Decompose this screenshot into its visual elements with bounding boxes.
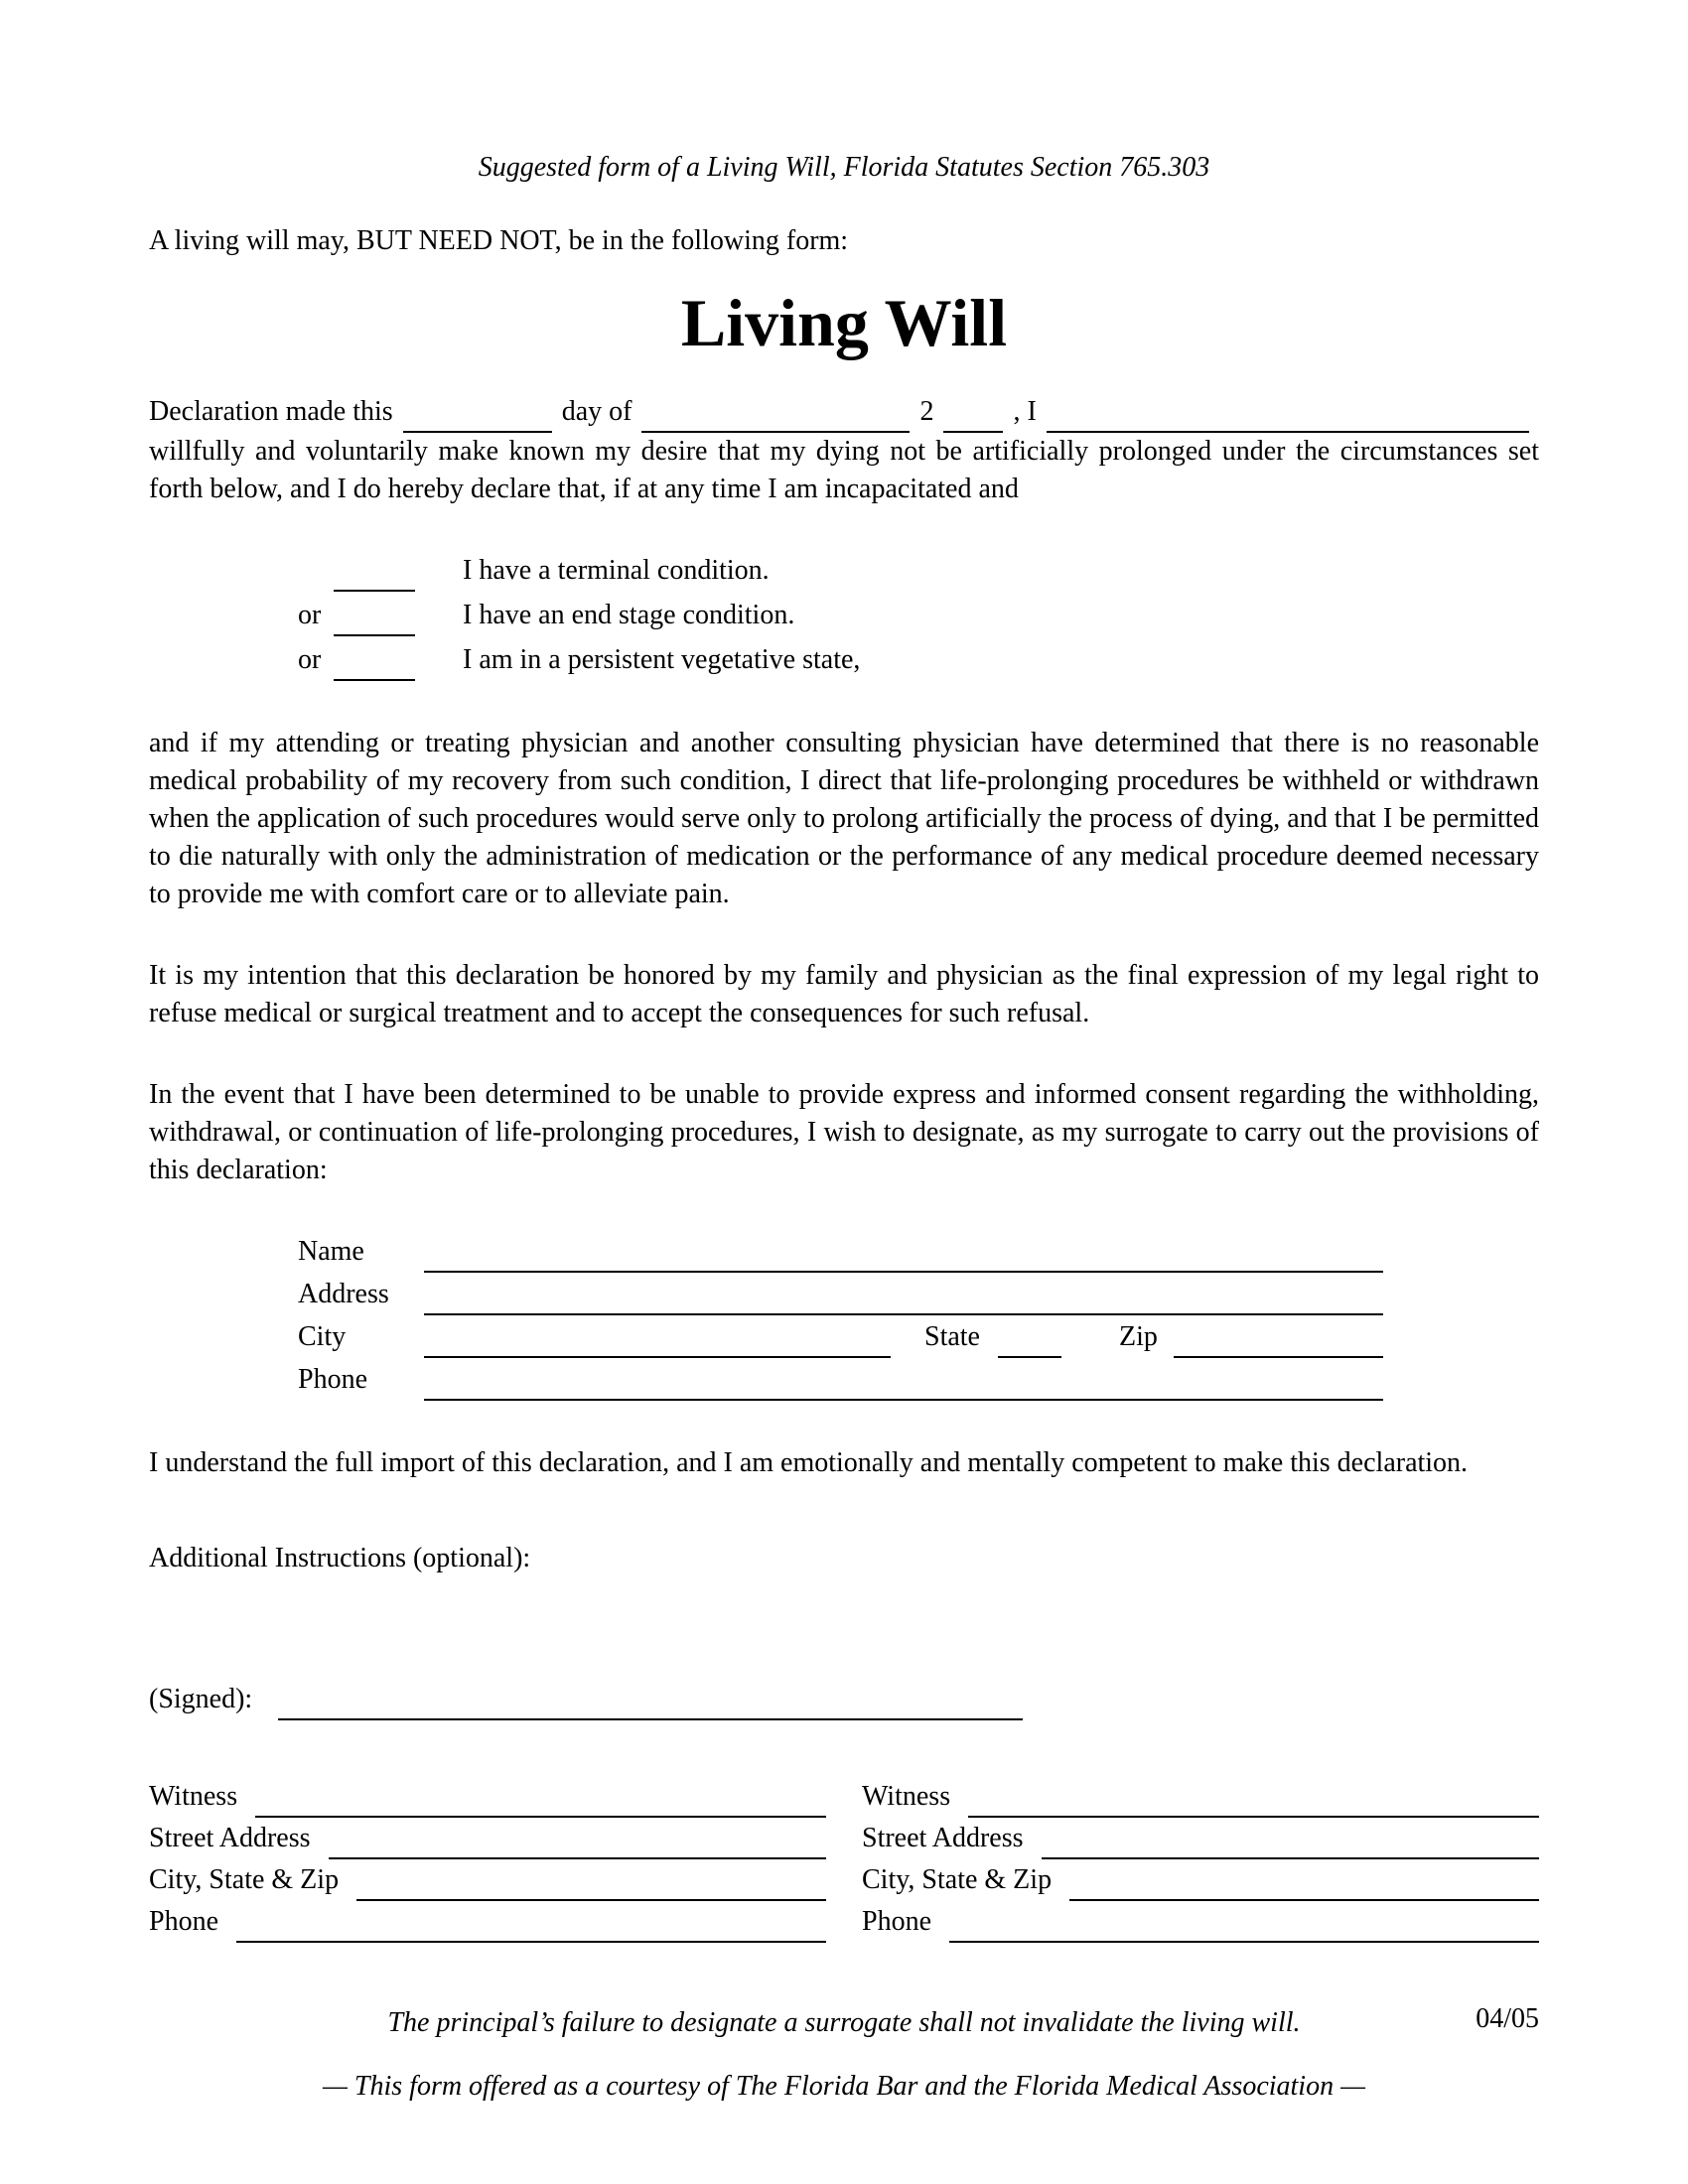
- paragraph-surrogate-designation: In the event that I have been determined to be unable to provide express and informed consent regarding the withholding, withdrawal, or continuation of life-prolonging procedures, I wish to designate, as my surrogate to carry out the provisions of this declaration:: [149, 1079, 1539, 1185]
- surrogate-name-row: [298, 1233, 1383, 1273]
- revision-code: 04/05: [1476, 2003, 1539, 2034]
- condition-terminal-blank[interactable]: [334, 552, 415, 592]
- witness-column-2: [862, 1778, 1539, 1945]
- surrogate-address-row: [298, 1276, 1383, 1315]
- statute-header-note: Suggested form of a Living Will, Florida Statutes Section 765.303: [478, 152, 1210, 183]
- witness2-phone-blank[interactable]: [949, 1903, 1539, 1943]
- declaration-year-prefix: 2: [919, 396, 934, 427]
- witness1-name-label: Witness: [149, 1781, 238, 1812]
- witness1-name-row: [149, 1778, 826, 1818]
- witness2-phone-label: Phone: [862, 1906, 931, 1937]
- condition-terminal-label: I have a terminal condition.: [463, 555, 770, 586]
- witness1-citystatezip-label: City, State & Zip: [149, 1864, 340, 1895]
- witness2-name-blank[interactable]: [968, 1778, 1539, 1818]
- witness1-phone-blank[interactable]: [236, 1903, 826, 1943]
- surrogate-zip-label: Zip: [1119, 1321, 1158, 1352]
- surrogate-name-label: Name: [298, 1236, 364, 1267]
- witness2-street-blank[interactable]: [1042, 1820, 1539, 1859]
- witness1-phone-row: [149, 1903, 826, 1943]
- declaration-continuation: willfully and voluntarily make known my desire that my dying not be artificially prolonged under the circumstances set forth below, and I do hereby declare that, if at any time I am incapacitated and: [149, 436, 1539, 504]
- surrogate-address-blank[interactable]: [424, 1276, 1383, 1315]
- witness2-name-row: [862, 1778, 1539, 1818]
- surrogate-phone-blank[interactable]: [424, 1361, 1383, 1401]
- courtesy-note: — This form offered as a courtesy of The Florida Bar and the Florida Medical Association —: [323, 2071, 1365, 2102]
- declaration-month-blank[interactable]: [641, 393, 910, 433]
- page-title: Living Will: [680, 285, 1008, 360]
- paragraph-competency: I understand the full import of this declaration, and I am emotionally and mentally competent to make this declaration.: [149, 1447, 1469, 1478]
- witness1-name-blank[interactable]: [255, 1778, 826, 1818]
- declarant-name-blank[interactable]: [1047, 393, 1529, 433]
- signed-label: (Signed):: [149, 1684, 253, 1714]
- condition-endstage-blank[interactable]: [334, 597, 415, 636]
- signed-row: [149, 1681, 1539, 1720]
- witness-column-1: [149, 1778, 826, 1945]
- surrogate-phone-label: Phone: [298, 1364, 367, 1395]
- witness-section: [149, 1778, 1539, 1945]
- paragraph-direction: and if my attending or treating physician and another consulting physician have determined that there is no reasonable medical probability of my recovery from such condition, I direct that life-prolonging procedures be withheld or withdrawn when the application of such procedures would serve only to prolong artificially the process of dying, and that I be permitted to die naturally with only the administration of medication or the performance of any medical procedure deemed necessary to provide me with comfort care or to alleviate pain.: [149, 728, 1539, 909]
- surrogate-city-row: [298, 1318, 1383, 1358]
- witness1-phone-label: Phone: [149, 1906, 218, 1937]
- witness2-name-label: Witness: [862, 1781, 951, 1812]
- condition-vegetative-row: [298, 641, 1539, 681]
- declaration-day-blank[interactable]: [403, 393, 552, 433]
- additional-instructions-label: Additional Instructions (optional):: [149, 1543, 531, 1573]
- witness1-street-row: [149, 1820, 826, 1859]
- witness2-street-row: [862, 1820, 1539, 1859]
- declaration-dayof-label: day of: [561, 396, 633, 427]
- witness1-street-label: Street Address: [149, 1823, 311, 1853]
- intro-text: A living will may, BUT NEED NOT, be in the following form:: [149, 225, 849, 256]
- surrogate-name-blank[interactable]: [424, 1233, 1383, 1273]
- or-label-2: or: [298, 600, 322, 630]
- condition-endstage-row: [298, 597, 1539, 636]
- surrogate-zip-blank[interactable]: [1174, 1318, 1383, 1358]
- condition-vegetative-label: I am in a persistent vegetative state,: [463, 644, 861, 675]
- conditions-list: [298, 552, 1539, 681]
- declaration-year-blank[interactable]: [943, 393, 1003, 433]
- declaration-prefix: Declaration made this: [149, 396, 393, 427]
- witness2-citystatezip-row: [862, 1861, 1539, 1901]
- condition-endstage-label: I have an end stage condition.: [463, 600, 795, 630]
- principal-failure-note: The principal’s failure to designate a surrogate shall not invalidate the living will.: [387, 2007, 1301, 2038]
- witness1-citystatezip-blank[interactable]: [356, 1861, 826, 1901]
- surrogate-phone-row: [298, 1361, 1383, 1401]
- witness1-citystatezip-row: [149, 1861, 826, 1901]
- surrogate-address-label: Address: [298, 1279, 389, 1309]
- signature-blank[interactable]: [278, 1681, 1023, 1720]
- surrogate-fields: [298, 1233, 1383, 1401]
- surrogate-state-label: State: [924, 1321, 980, 1352]
- witness2-phone-row: [862, 1903, 1539, 1943]
- witness2-citystatezip-blank[interactable]: [1069, 1861, 1539, 1901]
- condition-terminal-row: [298, 552, 1539, 592]
- or-label-3: or: [298, 644, 322, 675]
- paragraph-intention: It is my intention that this declaration be honored by my family and physician as the final expression of my legal right to refuse medical or surgical treatment and to accept the consequences for such refusal.: [149, 960, 1539, 1028]
- witness2-street-label: Street Address: [862, 1823, 1024, 1853]
- witness1-street-blank[interactable]: [329, 1820, 826, 1859]
- witness2-citystatezip-label: City, State & Zip: [862, 1864, 1053, 1895]
- declaration-line: [149, 393, 1539, 433]
- condition-vegetative-blank[interactable]: [334, 641, 415, 681]
- surrogate-city-label: City: [298, 1321, 347, 1352]
- declaration-comma-i: , I: [1013, 396, 1037, 427]
- surrogate-state-blank[interactable]: [998, 1318, 1061, 1358]
- surrogate-city-blank[interactable]: [424, 1318, 891, 1358]
